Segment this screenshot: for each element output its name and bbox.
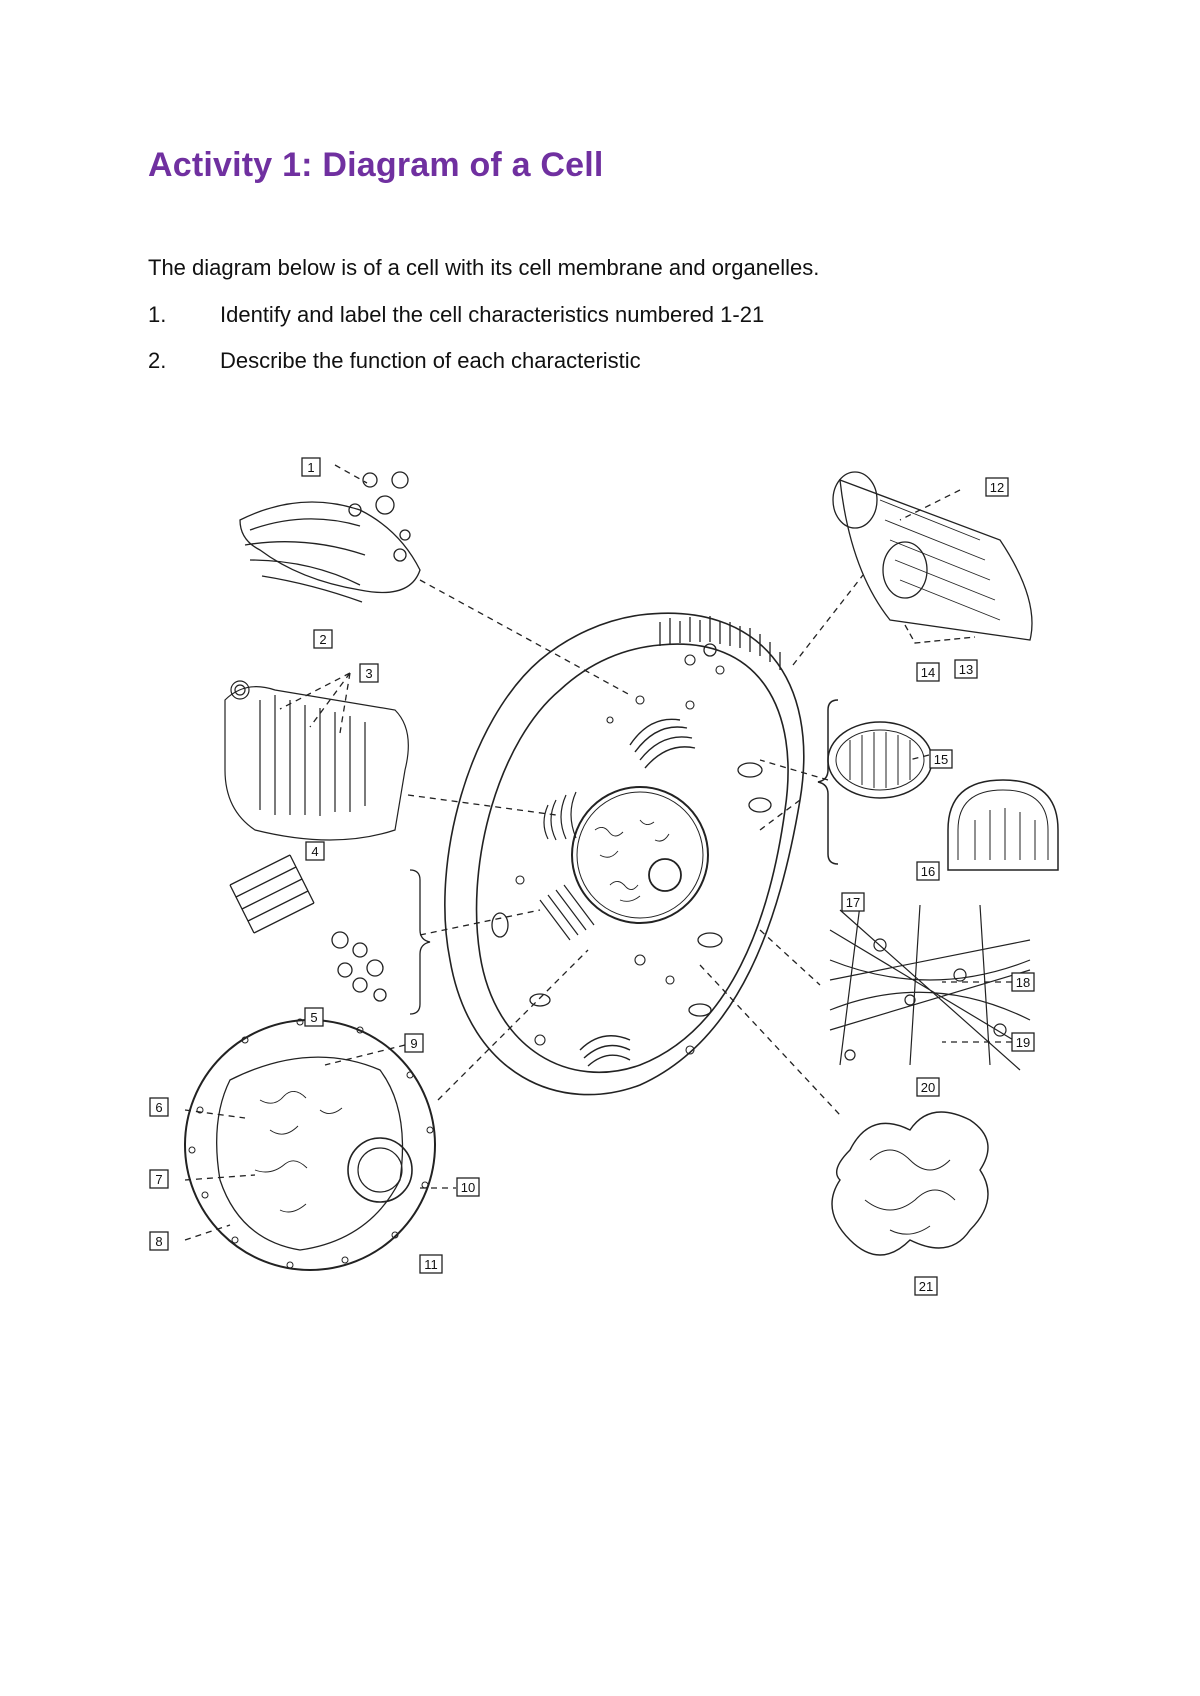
label-box-18 [1012, 973, 1034, 991]
microvilli-inset [833, 472, 1032, 643]
step-number: 2. [148, 348, 167, 373]
label-number: 17 [845, 895, 861, 910]
label-box-11 [420, 1255, 442, 1273]
label-box-17 [842, 893, 864, 911]
label-box-14 [917, 663, 939, 681]
step-number: 1. [148, 302, 167, 327]
label-number: 10 [460, 1180, 476, 1195]
label-box-9 [405, 1034, 423, 1052]
label-number: 5 [310, 1010, 318, 1025]
cytoskeleton-inset [825, 905, 1030, 1070]
microvilli [660, 616, 780, 670]
intro-text: The diagram below is of a cell with its cell membrane and organelles. [148, 255, 820, 280]
label-number: 2 [319, 632, 327, 647]
label-box-20 [917, 1078, 939, 1096]
label-box-21 [915, 1277, 937, 1295]
step-text: Identify and label the cell characteristics numbered 1-21 [220, 302, 765, 327]
label-number: 15 [933, 752, 949, 767]
cell-nucleus [572, 787, 708, 923]
page-title: Activity 1: Diagram of a Cell [148, 146, 604, 184]
mitochondria-inset [818, 700, 1058, 870]
label-number: 8 [155, 1234, 163, 1249]
label-box-10 [457, 1178, 479, 1196]
label-number: 11 [424, 1257, 438, 1272]
label-number: 9 [410, 1036, 418, 1051]
label-number: 21 [918, 1279, 934, 1294]
centrioles-inset [230, 855, 430, 1014]
label-box-2 [314, 630, 332, 648]
label-number: 16 [920, 864, 936, 879]
golgi-center [580, 719, 695, 1066]
cell-outer-boundary [445, 613, 804, 1094]
label-number: 19 [1015, 1035, 1031, 1050]
vesicles [516, 655, 724, 1054]
label-box-8 [150, 1232, 168, 1250]
smooth-er-inset [832, 1112, 988, 1255]
label-number: 4 [311, 844, 319, 859]
step-text: Describe the function of each characteristic [220, 348, 641, 373]
label-boxes [150, 458, 1034, 1295]
label-box-7 [150, 1170, 168, 1188]
label-number: 6 [155, 1100, 163, 1115]
label-box-12 [986, 478, 1008, 496]
label-box-6 [150, 1098, 168, 1116]
label-number: 3 [365, 666, 373, 681]
label-box-4 [306, 842, 324, 860]
label-box-1 [302, 458, 320, 476]
cell-membrane [477, 644, 789, 1072]
label-box-5 [305, 1008, 323, 1026]
cell-diagram [140, 440, 1060, 1320]
rough-er-inset [225, 681, 408, 840]
label-number: 13 [958, 662, 974, 677]
nuclear-pores [189, 1019, 433, 1268]
label-box-16 [917, 862, 939, 880]
nucleus-inset [185, 1019, 435, 1270]
label-number: 20 [920, 1080, 936, 1095]
label-number: 7 [155, 1172, 163, 1187]
label-number: 14 [920, 665, 936, 680]
cell-body [445, 613, 804, 1094]
label-box-3 [360, 664, 378, 682]
label-box-15 [930, 750, 952, 768]
label-box-19 [1012, 1033, 1034, 1051]
label-number: 18 [1015, 975, 1031, 990]
label-number: 12 [989, 480, 1005, 495]
golgi-inset [240, 472, 420, 602]
label-number: 1 [307, 460, 315, 475]
label-box-13 [955, 660, 977, 678]
